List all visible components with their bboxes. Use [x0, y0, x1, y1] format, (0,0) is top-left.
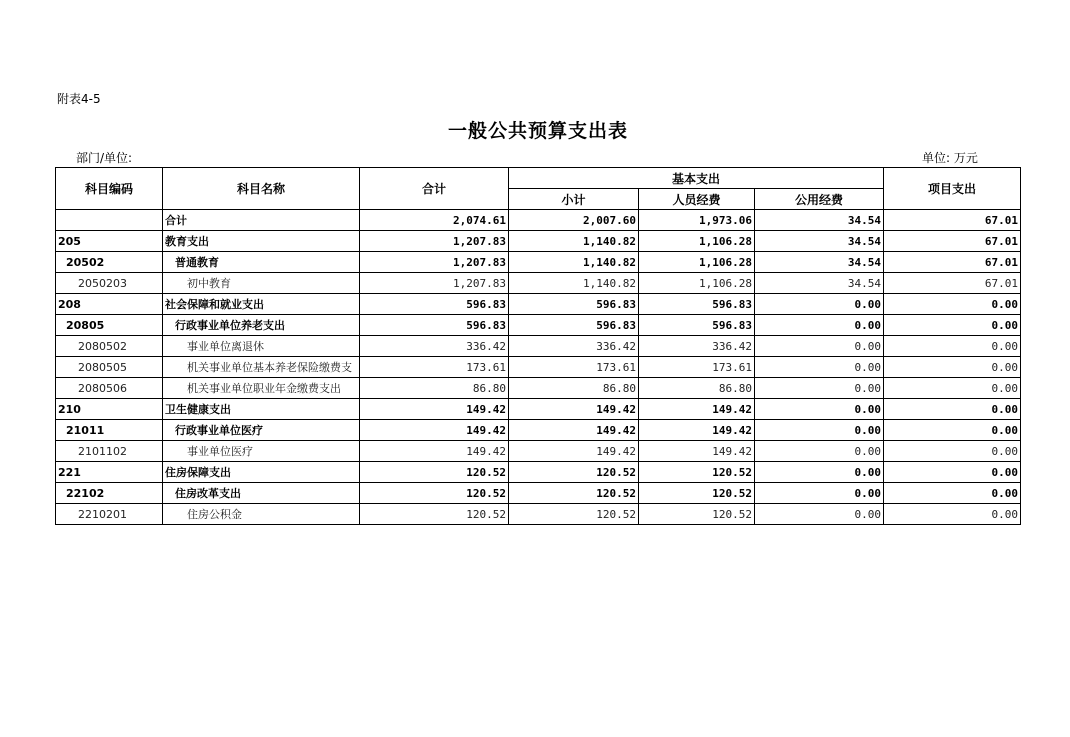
attachment-label: 附表4-5 [57, 92, 101, 106]
cell-code: 2080506 [56, 378, 163, 399]
cell-name: 住房改革支出 [163, 483, 360, 504]
cell-public: 34.54 [755, 210, 884, 231]
table-row [56, 378, 1021, 399]
cell-code: 2210201 [56, 504, 163, 525]
page-title: 一般公共预算支出表 [447, 120, 628, 142]
cell-project: 0.00 [884, 462, 1021, 483]
cell-public: 0.00 [755, 378, 884, 399]
cell-project: 0.00 [884, 399, 1021, 420]
table-row [56, 210, 1021, 231]
header-total: 合计 [360, 168, 509, 210]
cell-personnel: 149.42 [639, 441, 755, 462]
cell-personnel: 1,973.06 [639, 210, 755, 231]
cell-subtotal: 2,007.60 [509, 210, 639, 231]
table-row [56, 252, 1021, 273]
cell-code: 20805 [56, 315, 163, 336]
table-row [56, 336, 1021, 357]
table-row [56, 483, 1021, 504]
header-code: 科目编码 [56, 168, 163, 210]
table-row [56, 441, 1021, 462]
cell-public: 34.54 [755, 231, 884, 252]
cell-public: 0.00 [755, 294, 884, 315]
cell-name: 事业单位医疗 [163, 441, 360, 462]
cell-total: 173.61 [360, 357, 509, 378]
header-public: 公用经费 [755, 189, 884, 210]
table-row [56, 273, 1021, 294]
cell-total: 1,207.83 [360, 273, 509, 294]
cell-subtotal: 1,140.82 [509, 273, 639, 294]
cell-code: 221 [56, 462, 163, 483]
cell-public: 0.00 [755, 483, 884, 504]
cell-total: 120.52 [360, 462, 509, 483]
header-personnel: 人员经费 [639, 189, 755, 210]
cell-code: 22102 [56, 483, 163, 504]
cell-total: 2,074.61 [360, 210, 509, 231]
table-row [56, 504, 1021, 525]
cell-code: 2080505 [56, 357, 163, 378]
cell-code: 205 [56, 231, 163, 252]
cell-project: 0.00 [884, 378, 1021, 399]
cell-personnel: 120.52 [639, 483, 755, 504]
cell-personnel: 173.61 [639, 357, 755, 378]
cell-total: 149.42 [360, 441, 509, 462]
cell-name: 事业单位离退休 [163, 336, 360, 357]
header-subtotal: 小计 [509, 189, 639, 210]
cell-public: 0.00 [755, 357, 884, 378]
cell-subtotal: 149.42 [509, 441, 639, 462]
department-label: 部门/单位: [76, 151, 133, 165]
cell-subtotal: 120.52 [509, 462, 639, 483]
cell-project: 0.00 [884, 315, 1021, 336]
cell-subtotal: 149.42 [509, 420, 639, 441]
cell-subtotal: 336.42 [509, 336, 639, 357]
cell-name: 机关事业单位职业年金缴费支出 [163, 378, 360, 399]
cell-total: 120.52 [360, 483, 509, 504]
cell-personnel: 120.52 [639, 504, 755, 525]
cell-public: 0.00 [755, 441, 884, 462]
cell-public: 0.00 [755, 504, 884, 525]
cell-project: 67.01 [884, 231, 1021, 252]
cell-total: 149.42 [360, 420, 509, 441]
cell-subtotal: 149.42 [509, 399, 639, 420]
cell-name: 住房保障支出 [163, 462, 360, 483]
cell-personnel: 336.42 [639, 336, 755, 357]
table-row [56, 294, 1021, 315]
table-row [56, 231, 1021, 252]
cell-personnel: 596.83 [639, 315, 755, 336]
cell-project: 0.00 [884, 294, 1021, 315]
cell-total: 1,207.83 [360, 252, 509, 273]
cell-public: 0.00 [755, 462, 884, 483]
cell-personnel: 149.42 [639, 420, 755, 441]
cell-public: 0.00 [755, 420, 884, 441]
cell-total: 336.42 [360, 336, 509, 357]
cell-subtotal: 173.61 [509, 357, 639, 378]
cell-public: 34.54 [755, 273, 884, 294]
cell-subtotal: 596.83 [509, 315, 639, 336]
cell-public: 34.54 [755, 252, 884, 273]
table-row [56, 399, 1021, 420]
cell-project: 67.01 [884, 273, 1021, 294]
header-name: 科目名称 [163, 168, 360, 210]
cell-project: 67.01 [884, 252, 1021, 273]
cell-total: 120.52 [360, 504, 509, 525]
cell-subtotal: 120.52 [509, 483, 639, 504]
cell-project: 0.00 [884, 441, 1021, 462]
cell-public: 0.00 [755, 399, 884, 420]
cell-name: 普通教育 [163, 252, 360, 273]
cell-total: 1,207.83 [360, 231, 509, 252]
cell-name: 卫生健康支出 [163, 399, 360, 420]
cell-project: 0.00 [884, 483, 1021, 504]
cell-name: 初中教育 [163, 273, 360, 294]
cell-public: 0.00 [755, 315, 884, 336]
cell-code: 208 [56, 294, 163, 315]
table-row [56, 462, 1021, 483]
cell-code: 20502 [56, 252, 163, 273]
cell-personnel: 596.83 [639, 294, 755, 315]
cell-total: 86.80 [360, 378, 509, 399]
cell-subtotal: 596.83 [509, 294, 639, 315]
cell-subtotal: 86.80 [509, 378, 639, 399]
cell-project: 0.00 [884, 336, 1021, 357]
cell-personnel: 1,106.28 [639, 273, 755, 294]
table-row [56, 315, 1021, 336]
cell-project: 0.00 [884, 420, 1021, 441]
cell-personnel: 86.80 [639, 378, 755, 399]
cell-total: 149.42 [360, 399, 509, 420]
cell-code: 210 [56, 399, 163, 420]
unit-label: 单位: 万元 [922, 151, 978, 165]
cell-project: 0.00 [884, 357, 1021, 378]
cell-subtotal: 120.52 [509, 504, 639, 525]
header-row-1 [56, 168, 1021, 189]
cell-code: 2101102 [56, 441, 163, 462]
cell-name: 行政事业单位医疗 [163, 420, 360, 441]
cell-personnel: 120.52 [639, 462, 755, 483]
cell-name: 社会保障和就业支出 [163, 294, 360, 315]
header-project: 项目支出 [884, 168, 1021, 210]
cell-total: 596.83 [360, 315, 509, 336]
table-row [56, 420, 1021, 441]
cell-code: 2080502 [56, 336, 163, 357]
cell-name: 合计 [163, 210, 360, 231]
cell-code: 2050203 [56, 273, 163, 294]
cell-project: 67.01 [884, 210, 1021, 231]
cell-subtotal: 1,140.82 [509, 252, 639, 273]
cell-subtotal: 1,140.82 [509, 231, 639, 252]
cell-total: 596.83 [360, 294, 509, 315]
header-basic: 基本支出 [509, 168, 884, 189]
cell-name: 教育支出 [163, 231, 360, 252]
table-body [56, 210, 1021, 525]
cell-code: 21011 [56, 420, 163, 441]
table-row [56, 357, 1021, 378]
cell-name: 机关事业单位基本养老保险缴费支 [163, 357, 360, 378]
cell-code [56, 210, 163, 231]
cell-personnel: 1,106.28 [639, 252, 755, 273]
budget-table [55, 167, 1021, 525]
cell-personnel: 149.42 [639, 399, 755, 420]
cell-name: 住房公积金 [163, 504, 360, 525]
cell-personnel: 1,106.28 [639, 231, 755, 252]
cell-name: 行政事业单位养老支出 [163, 315, 360, 336]
cell-project: 0.00 [884, 504, 1021, 525]
cell-public: 0.00 [755, 336, 884, 357]
